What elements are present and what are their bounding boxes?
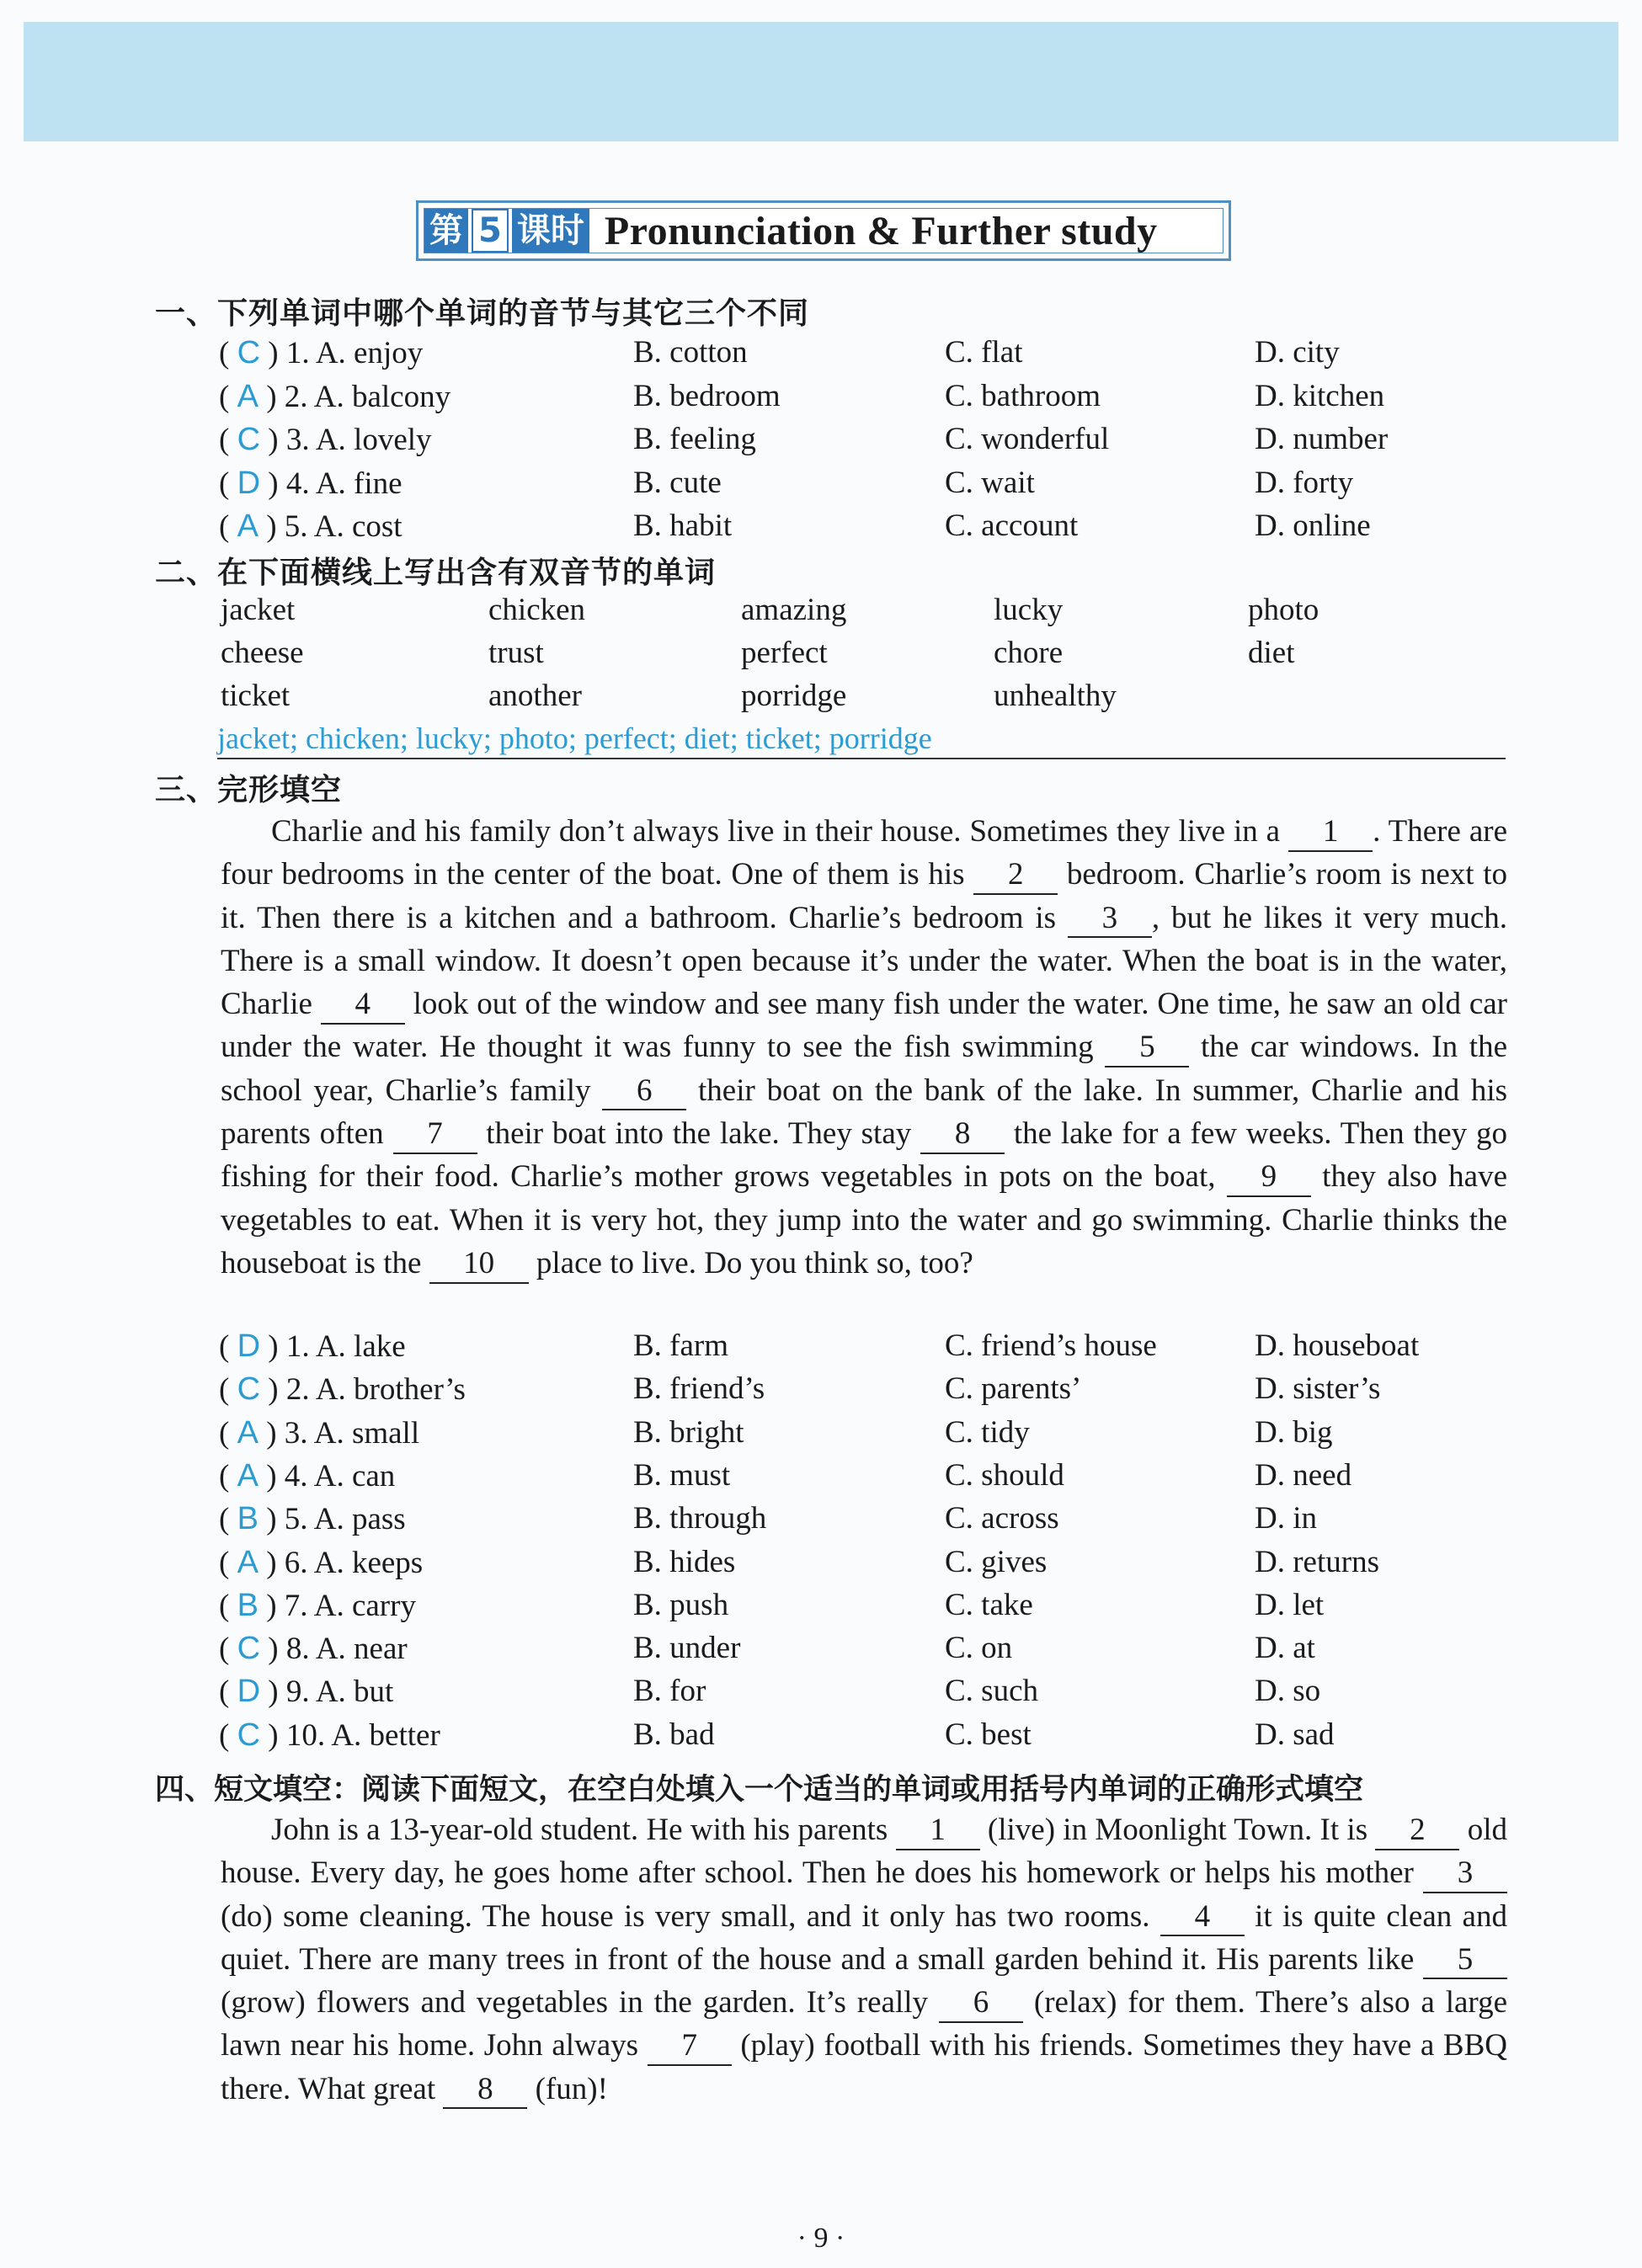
option-a: A. small [313, 1415, 420, 1451]
section-4-heading: 四、短文填空：阅读下面短文，在空白处填入一个适当的单词或用括号内单词的正确形式填空 [155, 1773, 1364, 1807]
word-item: trust [488, 636, 544, 670]
option-b: B. bright [633, 1414, 744, 1450]
question-row [219, 507, 1516, 546]
answer-bracket: ( D ) 9. A. but [219, 1674, 394, 1710]
blank[interactable]: 8 [920, 1116, 1005, 1154]
blank[interactable]: 9 [1227, 1159, 1311, 1197]
blank[interactable]: 4 [321, 987, 405, 1025]
blank[interactable]: 6 [939, 1985, 1023, 2023]
question-number: 4. [284, 1458, 308, 1493]
section-1-heading: 一、下列单词中哪个单词的音节与其它三个不同 [155, 296, 810, 331]
passage-text: (relax) for them. There’s also a large lawn near his home. John always [221, 1985, 1507, 2063]
lesson-tag [424, 209, 593, 253]
page-title: Pronunciation & Further study [604, 208, 1158, 253]
answer-letter: A [237, 378, 259, 414]
lesson-number: 5 [472, 209, 509, 253]
word-item: cheese [221, 636, 304, 670]
blank[interactable]: 2 [973, 857, 1058, 895]
option-d: D. number [1255, 422, 1389, 456]
lesson-tag-word: 课时 [512, 209, 589, 253]
word-item: amazing [741, 593, 847, 627]
option-a: A. balcony [313, 379, 451, 414]
option-b: B. farm [633, 1328, 729, 1363]
option-c: C. flat [945, 335, 1023, 370]
question-row [219, 1327, 1516, 1366]
answer-bracket: ( C ) 10. A. better [219, 1717, 440, 1753]
option-b: B. bedroom [633, 378, 781, 413]
question-number: 3. [284, 1415, 308, 1451]
option-d: D. online [1255, 508, 1371, 543]
option-c: C. such [945, 1674, 1038, 1709]
option-d: D. forty [1255, 465, 1354, 500]
passage-text: bedroom. Charlie’s room is next to it. Then there is a kitchen and a bathroom. Charlie’s bedroom is [221, 857, 1507, 935]
passage-text: (play) football with his friends. Sometimes they have a BBQ there. What great [221, 2028, 1507, 2106]
question-row [219, 377, 1516, 416]
passage-text: it is quite clean and quiet. There are many trees in front of the house and a small garden behind it. His parents like [221, 1898, 1507, 1977]
passage-text: their boat on the bank of the lake. In summer, Charlie and his parents often [221, 1073, 1508, 1152]
option-b: B. friend’s [633, 1371, 765, 1407]
option-a: A. better [331, 1717, 440, 1753]
passage-text: the lake for a few weeks. Then they go fishing for their food. Charlie’s mother grows vegetables in pots on the boat, [221, 1116, 1507, 1195]
question-number: 7. [284, 1588, 308, 1623]
passage-text: they also have vegetables to eat. When it is very hot, they jump into the water and go swimming. Charlie thinks the houseboat is the [221, 1159, 1507, 1280]
option-d: D. sister’s [1255, 1371, 1381, 1407]
question-number: 3. [285, 423, 310, 457]
question-row [219, 420, 1516, 459]
passage-text: , but he likes it very much. There is a small window. It doesn’t open because it’s under the water. When the boat is in the water, Charlie [221, 900, 1507, 1022]
passage-text: Charlie and his family don’t always live in their house. Sometimes they live in a [271, 814, 1289, 849]
option-c: C. gives [945, 1544, 1048, 1579]
word-item: diet [1248, 636, 1295, 670]
option-d: D. big [1255, 1414, 1333, 1450]
option-c: C. account [945, 508, 1079, 543]
lesson-title-box [416, 200, 1231, 261]
answer-letter: B [237, 1501, 259, 1537]
option-c: C. bathroom [945, 378, 1101, 413]
option-b: B. through [633, 1501, 767, 1536]
option-c: C. should [945, 1457, 1064, 1493]
option-d: D. city [1255, 335, 1340, 370]
option-b: B. feeling [633, 422, 756, 456]
question-number: 4. [285, 466, 310, 501]
answer-letter: A [237, 508, 259, 544]
section-3-heading: 三、完形填空 [155, 773, 343, 807]
word-item: ticket [221, 679, 291, 713]
question-number: 8. [285, 1632, 310, 1667]
option-a: A. carry [313, 1588, 416, 1623]
fill-passage [221, 1808, 1507, 2111]
answer-letter: D [237, 1328, 261, 1364]
word-item: jacket [221, 593, 296, 627]
option-b: B. under [633, 1631, 741, 1666]
answer-bracket: ( A ) 3. A. small [219, 1414, 420, 1451]
option-b: B. push [633, 1587, 729, 1622]
answer-letter: A [237, 1544, 259, 1580]
option-c: C. on [945, 1631, 1013, 1666]
question-row [219, 464, 1516, 503]
answer-letter: C [237, 1631, 261, 1667]
option-d: D. so [1255, 1674, 1321, 1709]
answer-bracket: ( D ) 1. A. lake [219, 1328, 406, 1364]
option-d: D. kitchen [1255, 378, 1385, 413]
blank[interactable]: 3 [1068, 901, 1152, 939]
question-row [219, 333, 1516, 372]
option-a: A. near [315, 1632, 408, 1667]
option-c: C. tidy [945, 1414, 1030, 1450]
question-number: 9. [285, 1674, 310, 1710]
answer-bracket: ( C ) 1. A. enjoy [219, 335, 424, 370]
question-number: 10. [285, 1717, 326, 1753]
option-d: D. returns [1255, 1544, 1379, 1579]
word-item: chicken [488, 593, 586, 627]
word-row [219, 677, 1516, 716]
blank[interactable]: 1 [1288, 814, 1373, 852]
question-number: 2. [284, 379, 308, 414]
question-row [219, 1456, 1516, 1495]
answer-letter: C [237, 1717, 261, 1753]
word-item: photo [1248, 593, 1319, 627]
word-item: lucky [994, 593, 1064, 627]
answer-bracket: ( D ) 4. A. fine [219, 465, 403, 501]
option-d: D. need [1255, 1457, 1352, 1493]
word-item: chore [994, 636, 1064, 670]
option-a: A. lovely [315, 423, 432, 457]
option-b: B. habit [633, 508, 733, 543]
option-c: C. friend’s house [945, 1328, 1157, 1363]
question-row [219, 1716, 1516, 1754]
option-b: B. hides [633, 1544, 736, 1579]
answer-letter: D [237, 1674, 261, 1710]
answer-letter: C [237, 335, 261, 370]
option-a: A. lake [315, 1329, 406, 1364]
option-a: A. but [315, 1674, 394, 1710]
passage-text: the car windows. In the school year, Charlie’s family [221, 1030, 1507, 1108]
answer-bracket: ( C ) 2. A. brother’s [219, 1371, 466, 1408]
blank[interactable]: 7 [648, 2028, 732, 2066]
answer-bracket: ( B ) 7. A. carry [219, 1587, 416, 1623]
option-d: D. in [1255, 1501, 1317, 1536]
passage-text: (live) in Moonlight Town. It is [979, 1813, 1376, 1847]
word-item: another [488, 679, 582, 713]
option-d: D. houseboat [1255, 1328, 1420, 1363]
answer-letter: B [237, 1587, 259, 1623]
answer-bracket: ( A ) 4. A. can [219, 1457, 396, 1493]
passage-text: . There are four bedrooms in the center of the boat. One of them is his [221, 814, 1508, 892]
answer-letter: A [237, 1457, 259, 1493]
option-d: D. sad [1255, 1717, 1335, 1752]
cloze-passage [221, 810, 1507, 1285]
option-c: C. take [945, 1587, 1033, 1622]
blank[interactable]: 10 [429, 1246, 529, 1284]
question-row [219, 1629, 1516, 1668]
answer-letter: C [237, 422, 261, 457]
question-number: 5. [284, 509, 308, 544]
section-2-heading: 二、在下面横线上写出含有双音节的单词 [155, 556, 717, 590]
word-item: unhealthy [994, 679, 1117, 713]
question-number: 6. [284, 1545, 308, 1580]
option-c: C. wonderful [945, 422, 1110, 456]
option-c: C. parents’ [945, 1371, 1082, 1407]
answer-bracket: ( B ) 5. A. pass [219, 1501, 406, 1537]
word-item: perfect [741, 636, 828, 670]
option-c: C. across [945, 1501, 1059, 1536]
question-row [219, 1543, 1516, 1582]
option-a: A. keeps [313, 1545, 424, 1580]
answer-bracket: ( C ) 8. A. near [219, 1631, 408, 1667]
question-row [219, 1370, 1516, 1408]
question-row [219, 1414, 1516, 1452]
option-a: A. cost [313, 509, 403, 544]
passage-text: place to live. Do you think so, too? [528, 1245, 973, 1280]
question-row [219, 1499, 1516, 1538]
passage-text: John is a 13-year-old student. He with his parents [271, 1813, 896, 1847]
blank[interactable]: 3 [1423, 1855, 1507, 1893]
question-number: 1. [285, 336, 310, 370]
question-number: 2. [285, 1372, 310, 1408]
answer-bracket: ( A ) 6. A. keeps [219, 1544, 424, 1580]
blank[interactable]: 5 [1423, 1942, 1507, 1980]
option-b: B. must [633, 1457, 731, 1493]
question-number: 5. [284, 1502, 308, 1537]
question-row [219, 1586, 1516, 1625]
blank[interactable]: 2 [1375, 1813, 1459, 1850]
lesson-tag-char: 第 [424, 209, 468, 253]
option-d: D. let [1255, 1587, 1325, 1622]
passage-text: (do) some cleaning. The house is very small, and it only has two rooms. [221, 1898, 1160, 1934]
passage-text: (fun)! [527, 2071, 608, 2106]
answer-bracket: ( A ) 2. A. balcony [219, 378, 451, 414]
blank[interactable]: 5 [1105, 1030, 1189, 1067]
blank[interactable]: 1 [896, 1813, 980, 1850]
header-band [24, 22, 1618, 141]
word-row [219, 591, 1516, 630]
option-c: C. best [945, 1717, 1032, 1752]
blank[interactable]: 4 [1160, 1899, 1245, 1937]
option-b: B. cotton [633, 335, 748, 370]
blank[interactable]: 6 [602, 1073, 686, 1111]
passage-text: old house. Every day, he goes home after school. Then he does his homework or helps his mother [221, 1813, 1507, 1891]
option-d: D. at [1255, 1631, 1315, 1666]
option-b: B. bad [633, 1717, 715, 1752]
option-a: A. enjoy [315, 336, 424, 370]
answer-bracket: ( C ) 3. A. lovely [219, 422, 432, 457]
passage-text: (grow) flowers and vegetables in the garden. It’s really [221, 1985, 939, 2020]
option-a: A. can [313, 1458, 396, 1493]
option-c: C. wait [945, 465, 1035, 500]
question-number: 1. [285, 1329, 310, 1364]
answer-bracket: ( A ) 5. A. cost [219, 508, 403, 544]
question-row [219, 1672, 1516, 1711]
blank[interactable]: 8 [443, 2072, 527, 2110]
word-row [219, 634, 1516, 673]
section-2-answer: jacket; chicken; lucky; photo; perfect; diet; ticket; porridge [217, 719, 1506, 759]
option-b: B. cute [633, 465, 722, 500]
page-number: · 9 · [797, 2223, 845, 2254]
answer-letter: A [237, 1414, 259, 1451]
word-item: porridge [741, 679, 847, 713]
blank[interactable]: 7 [393, 1116, 477, 1154]
option-b: B. for [633, 1674, 706, 1709]
passage-text: look out of the window and see many fish under the water. One time, he saw an old car under the water. He thought it was funny to see the fish swimming [221, 987, 1507, 1065]
answer-letter: C [237, 1371, 261, 1408]
option-a: A. pass [313, 1502, 406, 1537]
option-a: A. fine [315, 466, 403, 501]
option-a: A. brother’s [315, 1372, 466, 1408]
answer-letter: D [237, 465, 261, 501]
passage-text: their boat into the lake. They stay [477, 1116, 921, 1152]
